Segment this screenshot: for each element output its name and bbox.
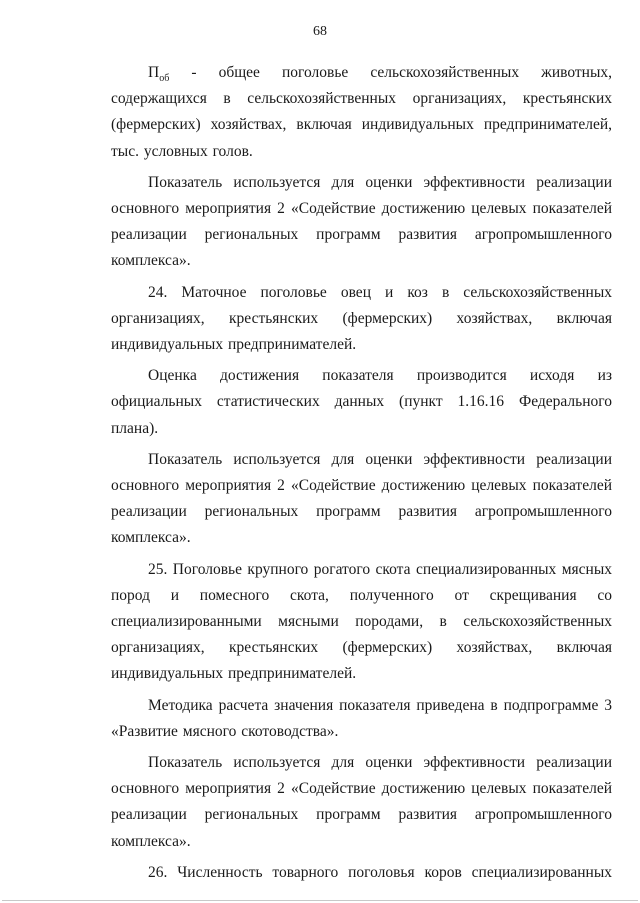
page-number: 68 <box>313 24 327 39</box>
paragraph-assessment: Оценка достижения показателя производится исходя из официальных статистических данных (пункт 1.16.16 Федерального плана). <box>111 367 612 437</box>
symbol-subscript: об <box>159 73 170 85</box>
paragraph-usage-2: Показатель используется для оценки эффективности реализации основного мероприятия 2 «Содействие достижению целевых показателей реализации региональных программ развития агропромышленного комплекса». <box>111 450 612 547</box>
paragraph-methodology: Методика расчета значения показателя приведена в подпрограмме 3 «Развитие мясного скотоводства». <box>111 696 612 740</box>
paragraph-definition <box>111 60 612 165</box>
paragraph-item-25: 25. Поголовье крупного рогатого скота специализированных мясных пород и помесного скота, полученного от скрещивания со специализированными мясными породами, в сельскохозяйственных организациях, крестьянских (фермерских) хозяйствах, включая индивидуальных предпринимателей. <box>111 560 612 683</box>
paragraph-text: - общее поголовье сельскохозяйственных животных, содержащихся в сельскохозяйственных организациях, крестьянских (фермерских) хозяйствах, включая индивидуальных предпринимателей, тыс. условных голов. <box>111 64 612 160</box>
document-body <box>111 60 612 886</box>
paragraph-item-26: 26. Численность товарного поголовья коров специализированных <box>148 863 612 881</box>
paragraph-item-24: 24. Маточное поголовье овец и коз в сельскохозяйственных организациях, крестьянских (фермерских) хозяйствах, включая индивидуальных предпринимателей. <box>111 283 612 354</box>
scan-edge-line <box>2 900 638 901</box>
paragraph-usage-3: Показатель используется для оценки эффективности реализации основного мероприятия 2 «Содействие достижению целевых показателей реализации региональных программ развития агропромышленного комплекса». <box>111 754 612 850</box>
paragraph-usage-1: Показатель используется для оценки эффективности реализации основного мероприятия 2 «Содействие достижению целевых показателей реализации региональных программ развития агропромышленного комплекса». <box>111 173 612 270</box>
symbol-base: П <box>148 64 160 81</box>
